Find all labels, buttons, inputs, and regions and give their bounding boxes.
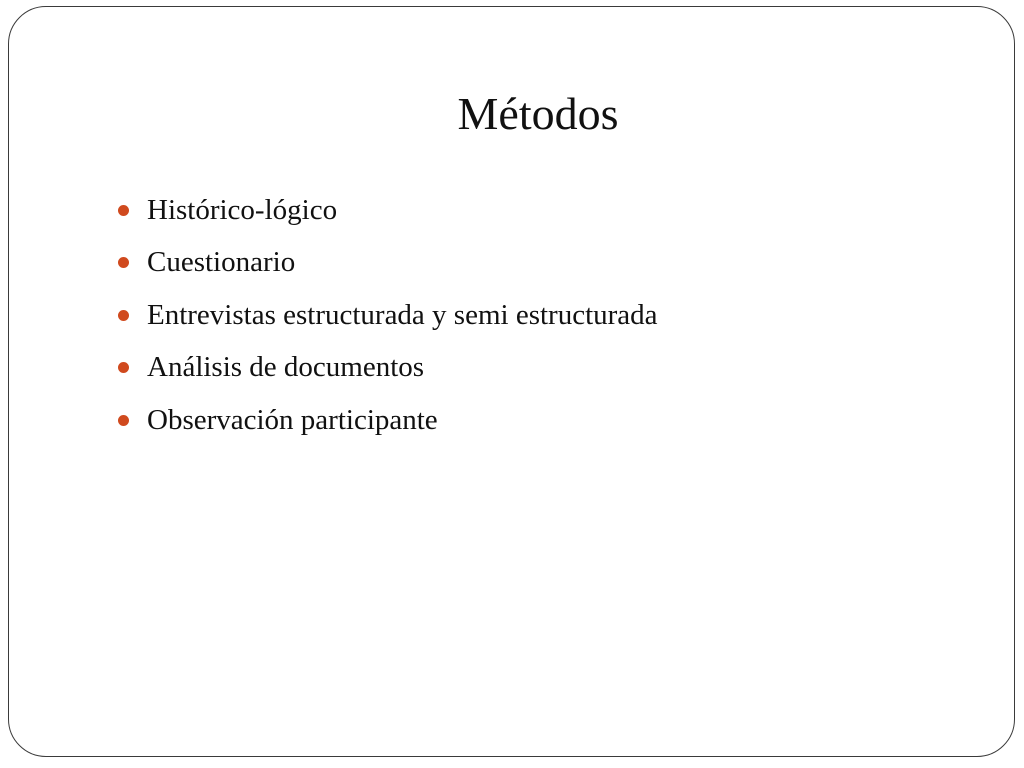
bullet-dot-icon bbox=[118, 205, 129, 216]
slide-title: Métodos bbox=[457, 88, 619, 139]
list-item-label: Análisis de documentos bbox=[147, 351, 425, 384]
list-item-label: Histórico-lógico bbox=[147, 193, 338, 226]
list-item bbox=[118, 237, 658, 290]
list-item bbox=[118, 394, 658, 447]
bullet-dot-icon bbox=[118, 362, 129, 373]
list-item-label: Entrevistas estructurada y semi estructurada bbox=[147, 298, 658, 331]
bullet-dot-icon bbox=[118, 310, 129, 321]
list-item-label: Observación participante bbox=[147, 403, 438, 436]
list-item bbox=[118, 342, 658, 395]
bullet-list bbox=[118, 184, 658, 447]
bullet-dot-icon bbox=[118, 257, 129, 268]
list-item-label: Cuestionario bbox=[147, 246, 296, 279]
list-item bbox=[118, 289, 658, 342]
bullet-dot-icon bbox=[118, 415, 129, 426]
list-item bbox=[118, 184, 658, 237]
